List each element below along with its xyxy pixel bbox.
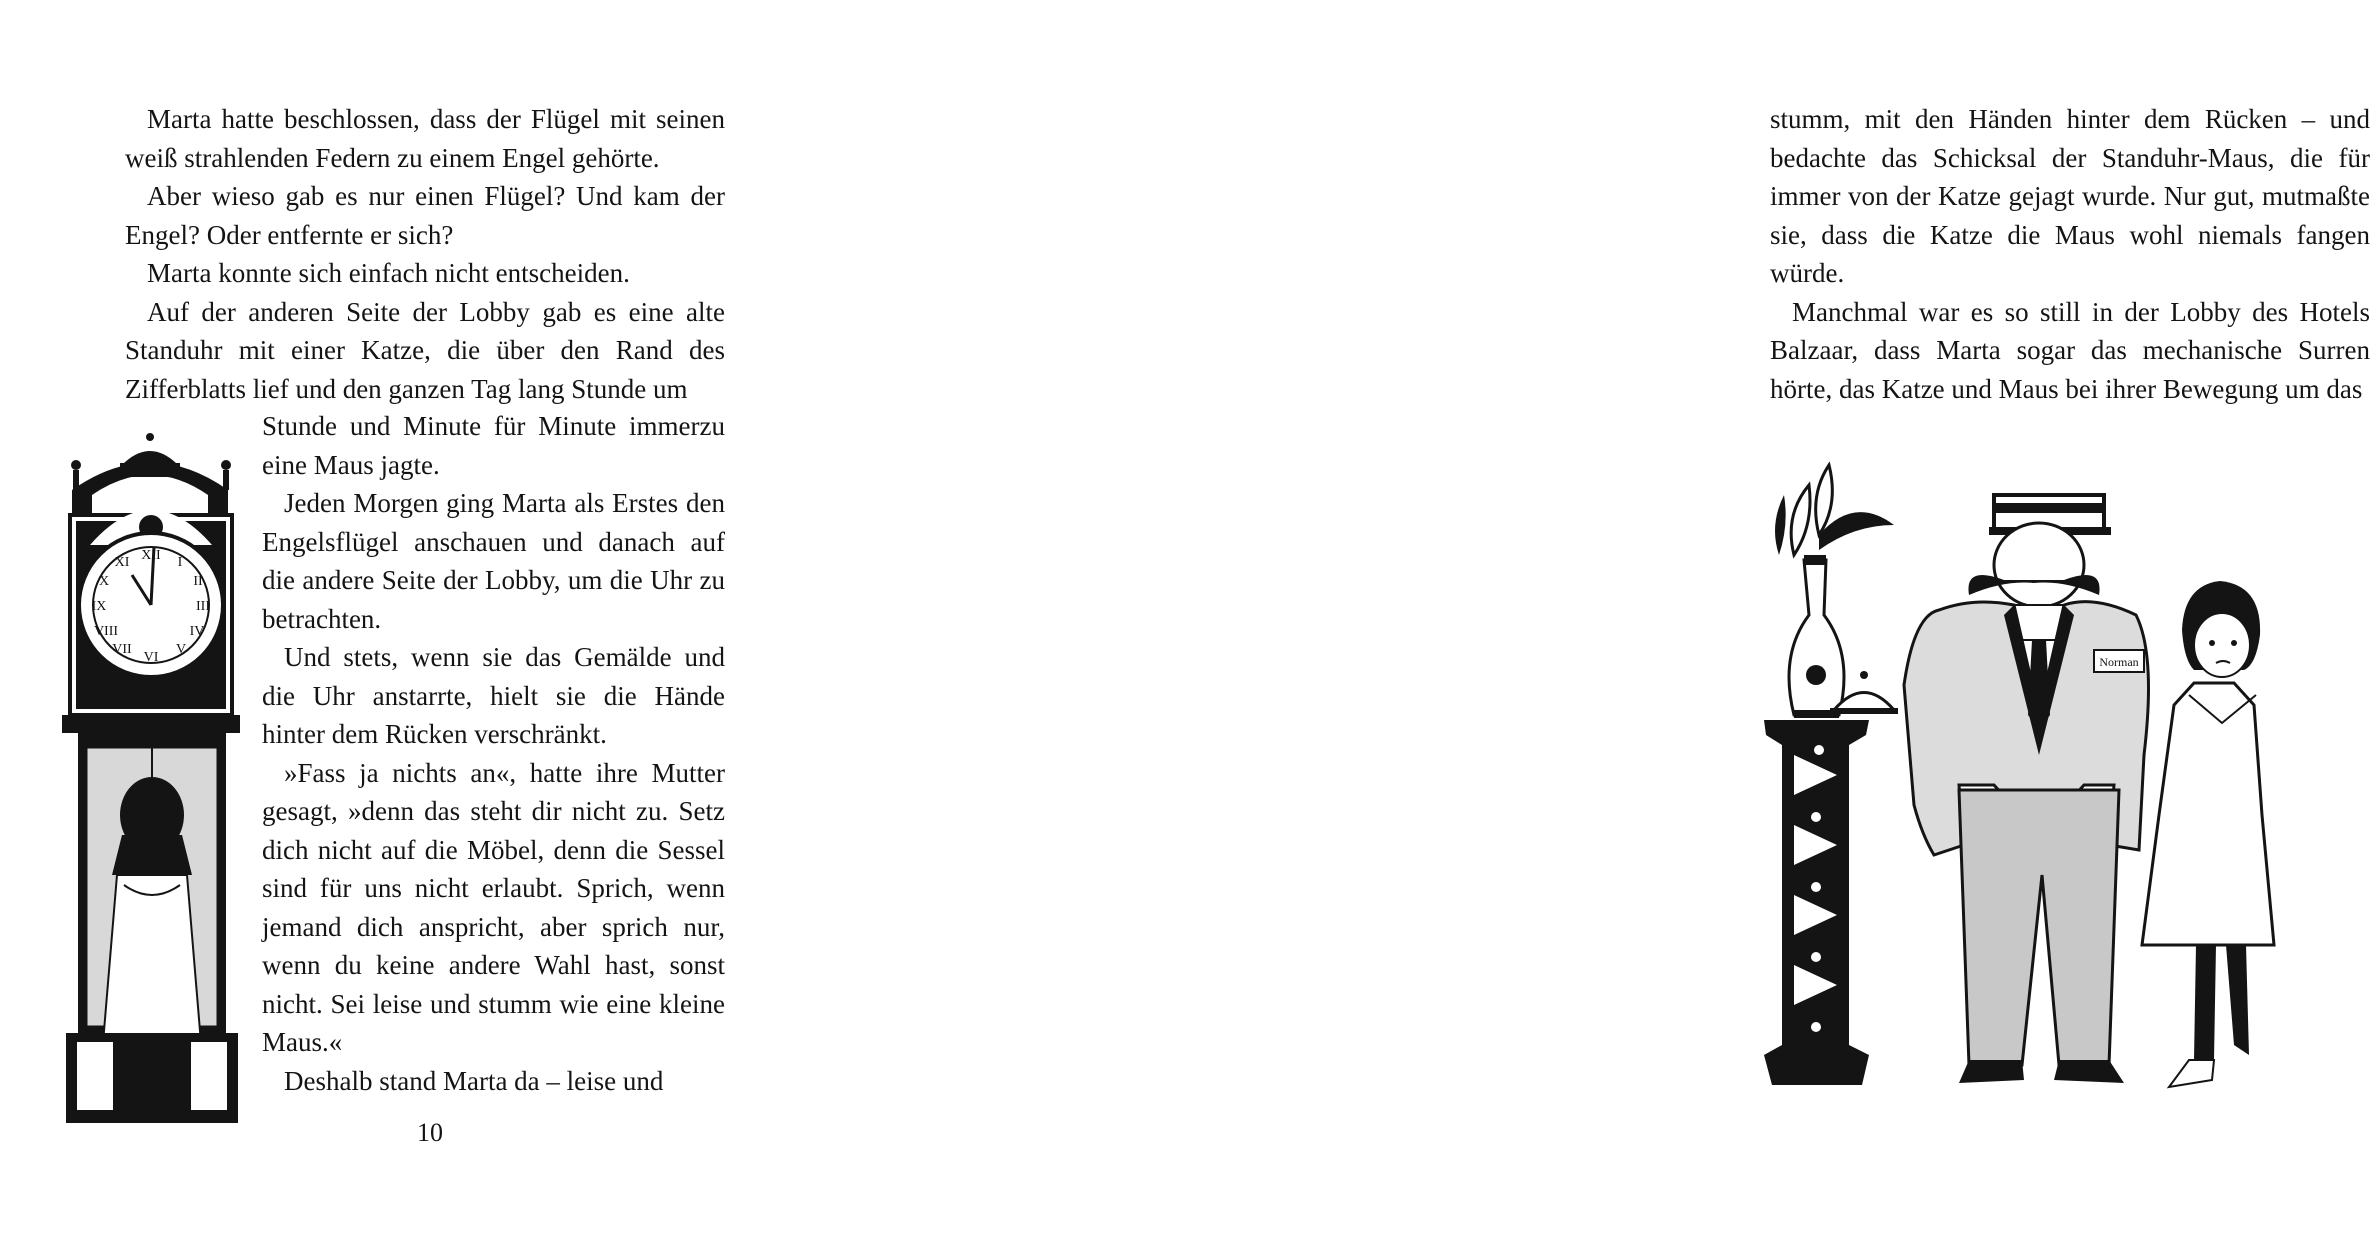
right-page bbox=[827, 0, 2370, 1252]
paragraph: Jeden Morgen ging Marta als Erstes den Engelsflügel anschauen und danach auf die andere Seite der Lobby, um die Uhr zu betrachten. bbox=[262, 488, 725, 634]
paragraph: stumm, mit den Händen hinter dem Rücken – und bedachte das Schicksal der Standuhr-Maus, die für immer von der Katze gejagt wurde. Nur gut, mutmaßte sie, dass die Katze die Maus wohl niemals fangen würde. bbox=[1770, 104, 2370, 288]
paragraph: Auf der anderen Seite der Lobby gab es eine alte Standuhr mit einer Katze, die über den Rand des Zifferblatts lief und den ganzen Tag lang Stunde um bbox=[125, 296, 725, 404]
svg-text:IV: IV bbox=[189, 624, 205, 639]
name-tag: Norman bbox=[2099, 655, 2139, 669]
svg-text:VI: VI bbox=[143, 650, 159, 665]
left-page bbox=[0, 0, 827, 1252]
paragraph: Marta konnte sich einfach nicht entscheiden. bbox=[147, 258, 630, 288]
svg-text:VIII: VIII bbox=[93, 624, 119, 639]
svg-text:I: I bbox=[177, 555, 183, 570]
left-side-text bbox=[262, 407, 725, 1100]
svg-text:X: X bbox=[98, 574, 110, 589]
grandfather-clock-illustration bbox=[62, 435, 242, 1130]
svg-text:V: V bbox=[175, 642, 187, 657]
paragraph: Stunde und Minute für Minute immerzu eine Maus jagte. bbox=[262, 411, 725, 480]
page-number: 10 bbox=[417, 1118, 443, 1147]
svg-text:VII: VII bbox=[112, 642, 132, 657]
porter-and-girl-illustration bbox=[1764, 455, 2374, 1155]
porter-illustration bbox=[1904, 495, 2149, 1083]
svg-text:XI: XI bbox=[114, 555, 130, 570]
right-top-text bbox=[1770, 100, 2370, 408]
svg-text:III: III bbox=[196, 599, 210, 614]
paragraph: Manchmal war es so still in der Lobby des Hotels Balzaar, dass Marta sogar das mechanische Surren hörte, das Katze und Maus bei ihrer Bewegung um das bbox=[1770, 296, 2370, 404]
svg-text:IX: IX bbox=[91, 599, 107, 614]
girl-illustration bbox=[2142, 581, 2274, 1087]
left-top-text bbox=[125, 100, 725, 408]
dresser-illustration bbox=[1764, 720, 1869, 1085]
paragraph: Und stets, wenn sie das Gemälde und die Uhr anstarrte, hielt sie die Hände hinter dem Rücken verschränkt. bbox=[262, 642, 725, 749]
paragraph: Deshalb stand Marta da – leise und bbox=[284, 1065, 664, 1096]
svg-text:II: II bbox=[193, 574, 203, 589]
paragraph: Marta hatte beschlossen, dass der Flügel mit seinen weiß strahlenden Federn zu einem Engel gehörte. bbox=[125, 104, 725, 173]
paragraph: Aber wieso gab es nur einen Flügel? Und kam der Engel? Oder entfernte er sich? bbox=[125, 181, 725, 250]
vase-illustration bbox=[1775, 465, 1894, 718]
svg-text:XII: XII bbox=[141, 548, 161, 563]
paragraph: »Fass ja nichts an«, hatte ihre Mutter gesagt, »denn das steht dir nicht zu. Setz dich nicht auf die Möbel, denn die Sessel sind für uns nicht erlaubt. Sprich, wenn jemand dich anspricht, aber sprich nur, wenn du keine andere Wahl hast, sonst nicht. Sei leise und stumm wie eine kleine Maus.« bbox=[262, 757, 725, 1057]
